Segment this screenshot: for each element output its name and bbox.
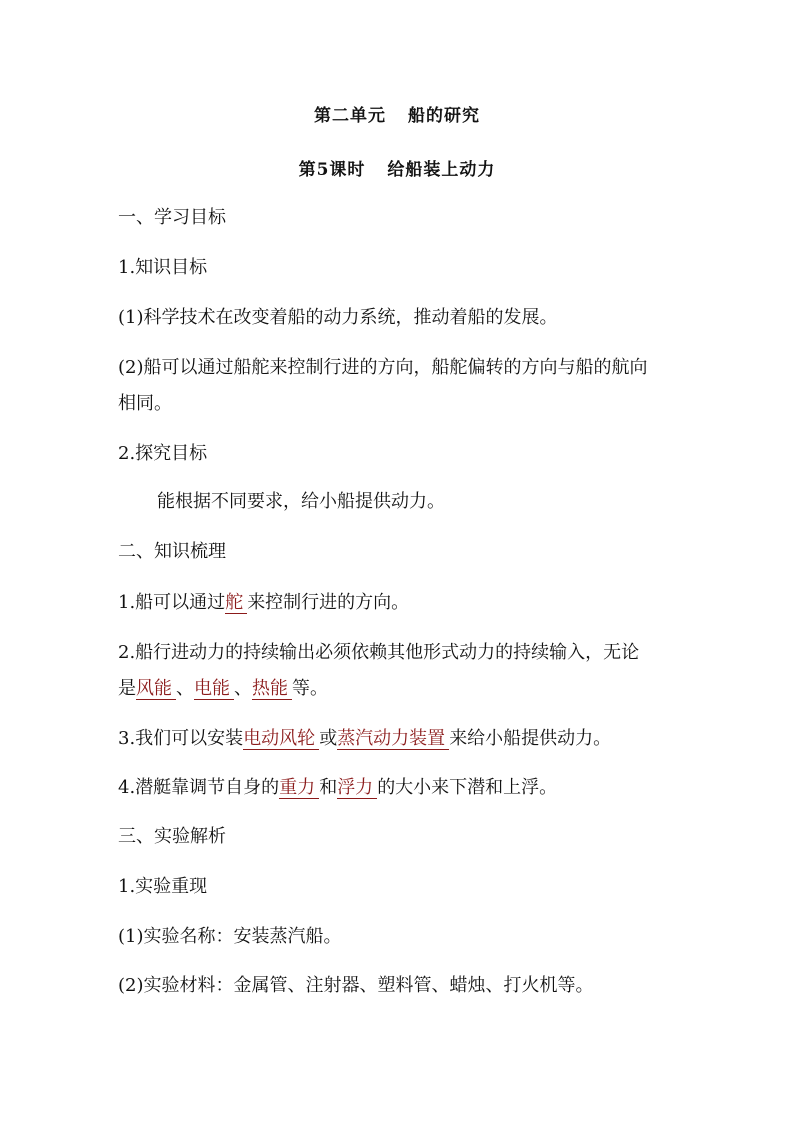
review-item-2-answer-1: 风能 <box>136 678 176 700</box>
review-item-3 <box>118 727 611 751</box>
unit-title <box>0 101 794 126</box>
unit-name: 船的研究 <box>408 106 480 126</box>
subheading-knowledge-goals: 1.知识目标 <box>118 257 208 278</box>
review-item-2-line1: 2.船行进动力的持续输出必须依赖其他形式动力的持续输入，无论 <box>118 642 640 663</box>
experiment-materials: (2)实验材料：金属管、注射器、塑料管、蜡烛、打火机等。 <box>118 975 594 996</box>
review-item-1-answer: 舵 <box>225 592 247 614</box>
review-item-2-sep-1: 、 <box>176 678 194 699</box>
review-item-2-pre: 是 <box>118 678 136 699</box>
unit-label: 第二单元 <box>314 106 386 126</box>
review-item-4-mid: 和 <box>319 777 338 798</box>
knowledge-goal-1: (1)科学技术在改变着船的动力系统，推动着船的发展。 <box>118 307 558 328</box>
section-heading-knowledge-review: 二、知识梳理 <box>118 541 226 562</box>
section-heading-learning-goals: 一、学习目标 <box>118 207 226 228</box>
review-item-4-post: 的大小来下潜和上浮。 <box>377 777 558 798</box>
review-item-2-answer-2: 电能 <box>194 678 234 700</box>
review-item-2-answer-3: 热能 <box>252 678 292 700</box>
review-item-1-pre: 1.船可以通过 <box>118 592 226 613</box>
review-item-3-mid: 或 <box>319 728 338 749</box>
review-item-3-pre: 3.我们可以安装 <box>118 728 244 749</box>
inquiry-goal-text: 能根据不同要求，给小船提供动力。 <box>157 491 445 512</box>
review-item-3-answer-2: 蒸汽动力装置 <box>337 728 449 750</box>
subheading-inquiry-goals: 2.探究目标 <box>118 443 208 464</box>
review-item-4-answer-1: 重力 <box>279 777 319 799</box>
subheading-experiment-recreation: 1.实验重现 <box>118 876 208 897</box>
review-item-1-post: 来控制行进的方向。 <box>247 592 410 613</box>
experiment-name: (1)实验名称：安装蒸汽船。 <box>118 926 342 947</box>
lesson-title <box>0 155 794 180</box>
review-item-4-answer-2: 浮力 <box>337 777 377 799</box>
knowledge-goal-2-line1: (2)船可以通过船舵来控制行进的方向，船舵偏转的方向与船的航向 <box>118 357 648 378</box>
review-item-3-post: 来给小船提供动力。 <box>449 728 612 749</box>
review-item-4 <box>118 776 557 800</box>
knowledge-goal-2-line2: 相同。 <box>118 393 172 414</box>
review-item-3-answer-1: 电动风轮 <box>243 728 319 750</box>
review-item-1 <box>118 591 409 615</box>
review-item-2-line2 <box>118 677 328 701</box>
review-item-4-pre: 4.潜艇靠调节自身的 <box>118 777 280 798</box>
section-heading-experiment-analysis: 三、实验解析 <box>118 826 226 847</box>
review-item-2-post: 等。 <box>292 678 328 699</box>
review-item-2-sep-2: 、 <box>234 678 252 699</box>
lesson-label: 第5课时 <box>298 160 366 180</box>
lesson-name: 给船装上动力 <box>387 160 496 180</box>
